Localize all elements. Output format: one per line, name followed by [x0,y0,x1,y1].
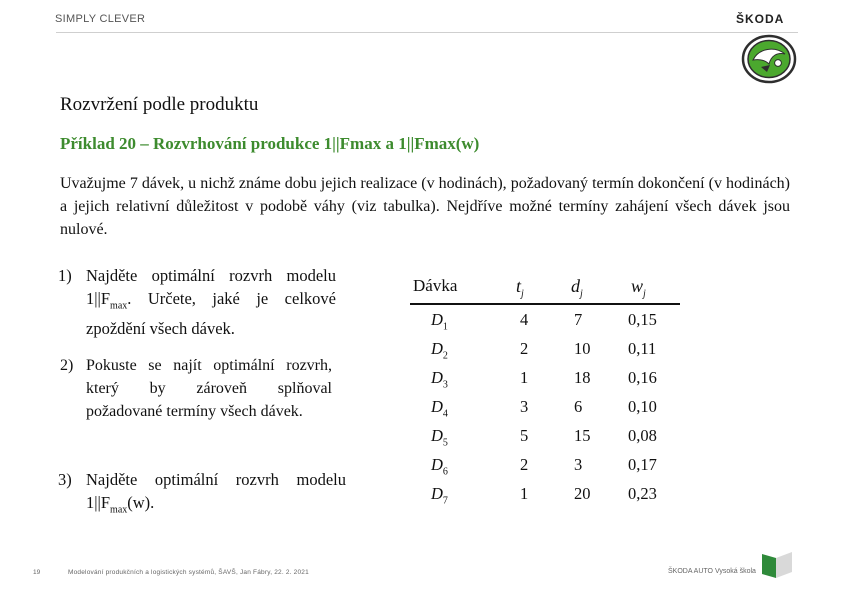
table-cell-t: 2 [520,339,529,358]
table-cell-t: 1 [520,484,529,503]
table-row-label: $D_2$ [431,339,448,362]
footer-text: Modelování produkčních a logistických systémů, ŠAVŠ, Jan Fábry, 22. 2. 2021 [68,569,309,576]
table-row-label: $D_4$ [431,397,448,420]
header-divider [56,32,798,33]
task-number: 1) [58,266,72,285]
brand-wordmark: ŠKODA [736,12,785,26]
table-row-label: $D_6$ [431,455,448,478]
table-header-w: $w_j$ [631,276,646,300]
table-cell-t: 2 [520,455,529,474]
table-header-d: $d_j$ [571,276,583,300]
school-flag-icon [760,550,794,580]
task-2 [60,354,332,423]
table-cell-w: 0,23 [628,484,657,503]
skoda-logo-icon [741,34,797,84]
table-cell-d: 10 [574,339,591,358]
page-number: 19 [33,569,41,576]
task-text: Najděte optimální rozvrh modelu $1||F_{max}$. Určete, jaké je celkové zpoždění všech dávek. [86,266,336,339]
task-text: Pokuste se najít optimální rozvrh, který by zároveň splňoval požadované termíny všech dávek. [86,357,332,420]
table-cell-t: 1 [520,368,529,387]
table-header-t: $t_j$ [516,276,524,300]
table-cell-d: 7 [574,310,583,329]
table-cell-t: 3 [520,397,529,416]
table-cell-d: 3 [574,455,583,474]
slogan-text: SIMPLY CLEVER [55,13,146,25]
table-row-label: $D_1$ [431,310,448,333]
table-cell-d: 6 [574,397,583,416]
table-cell-w: 0,11 [628,339,657,358]
table-row-label: $D_5$ [431,426,448,449]
table-cell-w: 0,16 [628,368,657,387]
table-header-batch: Dávka [413,276,458,295]
table-cell-w: 0,15 [628,310,657,329]
table-row-label: $D_7$ [431,484,448,507]
table-cell-w: 0,17 [628,455,657,474]
task-number: 3) [58,470,72,489]
table-cell-w: 0,08 [628,426,657,445]
table-header-rule [410,303,680,305]
table-cell-d: 18 [574,368,591,387]
table-cell-t: 5 [520,426,529,445]
school-name: ŠKODA AUTO Vysoká škola [668,568,756,575]
table-cell-d: 15 [574,426,591,445]
table-cell-t: 4 [520,310,529,329]
table-cell-w: 0,10 [628,397,657,416]
table-row-label: $D_3$ [431,368,448,391]
table-cell-d: 20 [574,484,591,503]
example-title: Příklad 20 – Rozvrhování produkce 1||Fmax a 1||Fmax(w) [60,134,480,153]
task-1 [58,264,336,340]
task-3 [58,468,346,521]
slide-title: Rozvržení podle produktu [60,94,259,115]
task-number: 2) [60,357,74,374]
task-text: Najděte optimální rozvrh modelu $1||F_{max}(w)$. [86,470,346,516]
intro-paragraph: Uvažujme 7 dávek, u nichž známe dobu jejich realizace (v hodinách), požadovaný termín dokončení (v hodinách) a jejich relativní důležitost v podobě váhy (viz tabulka). Nejdříve možné termíny zahájení všech dávek jsou nulové. [60,175,790,238]
